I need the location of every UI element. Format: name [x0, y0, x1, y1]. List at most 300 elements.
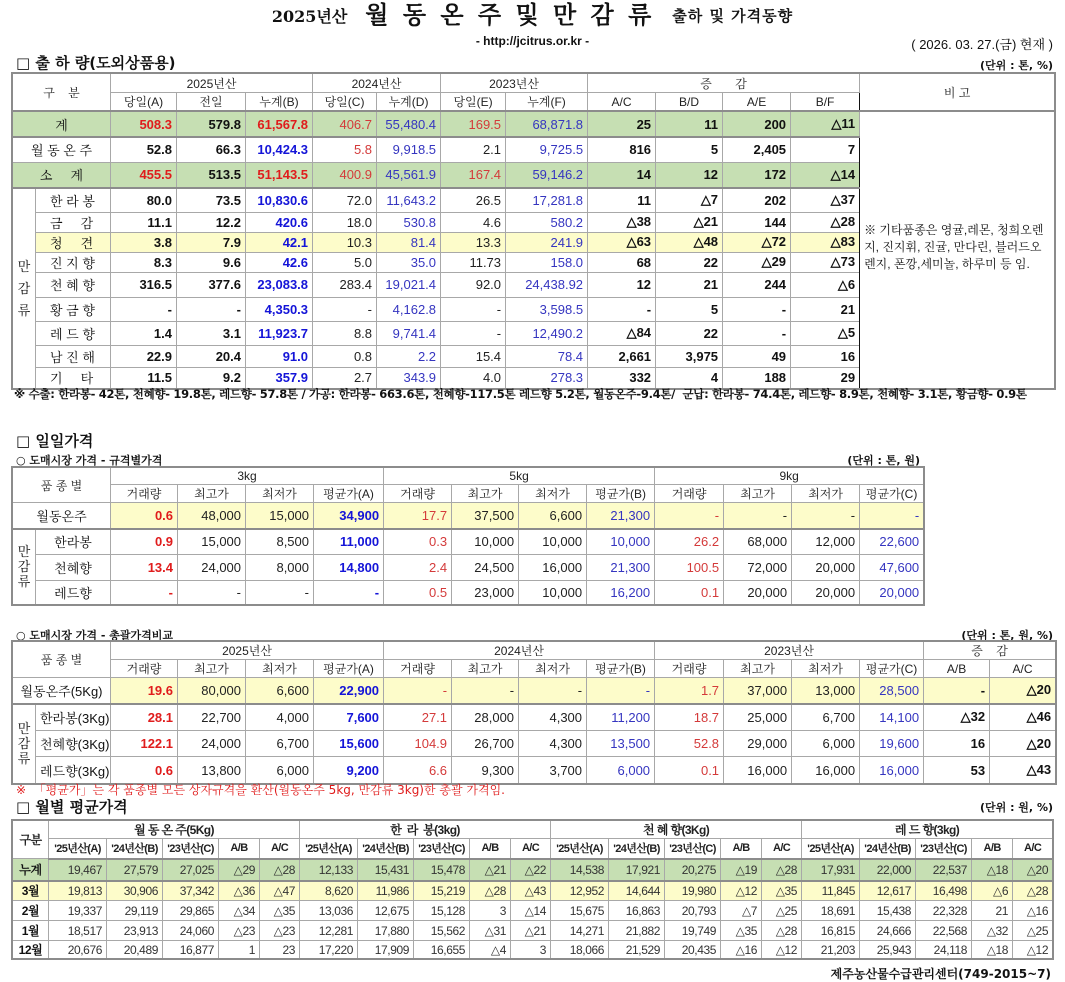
cell-'24년산(B): 14,644: [609, 881, 665, 901]
row-label: 천 혜 향: [36, 272, 111, 297]
cell-A/C: △28: [762, 859, 802, 881]
cell-A/B: 1: [219, 941, 260, 959]
column-header: 평균가(A): [314, 660, 384, 678]
row-label: 레드향: [36, 581, 111, 605]
cell-최고가: 72,000: [724, 555, 792, 581]
cell-최저가: 8,500: [246, 529, 314, 555]
cell-B/F: △14: [791, 162, 860, 188]
cell-전일: 579.8: [177, 111, 246, 137]
column-header: '25년산(A): [551, 839, 609, 859]
cell-'23년산(C): 19,980: [665, 881, 721, 901]
cell-'24년산(B): 25,943: [860, 941, 916, 959]
group-header: 천 혜 향(3Kg): [551, 821, 802, 839]
cell-전일: 9.2: [177, 367, 246, 388]
cell-'24년산(B): 20,489: [107, 941, 163, 959]
cell-A/B: △28: [470, 881, 511, 901]
cell-A/B: 21: [972, 901, 1013, 921]
cell-누계(B): 420.6: [246, 212, 313, 232]
row-label: 월 동 온 주: [13, 137, 111, 162]
cell-B/F: △6: [791, 272, 860, 297]
column-header: 전일: [177, 93, 246, 112]
cell-A/C: △16: [1013, 901, 1053, 921]
cell-거래량: 52.8: [655, 731, 724, 757]
cell-당일(A): 22.9: [111, 345, 177, 367]
cell-최저가: 4,300: [519, 704, 587, 731]
cell-B/D: 11: [656, 111, 723, 137]
cell-B/F: 16: [791, 345, 860, 367]
group-header: 월 동 온 주(5Kg): [49, 821, 300, 839]
column-header: 최고가: [452, 485, 519, 503]
column-header: 평균가(B): [587, 660, 655, 678]
header-variety: 품 종 별: [13, 468, 111, 503]
cell-누계(B): 51,143.5: [246, 162, 313, 188]
month-label: 1월: [13, 921, 49, 941]
cell-A/C: △46: [990, 704, 1056, 731]
cell-'25년산(A): 19,467: [49, 859, 107, 881]
header-category: 구 분: [13, 74, 111, 112]
cell-A/C: △25: [762, 901, 802, 921]
cell-당일(C): 406.7: [313, 111, 377, 137]
row-label: 월동온주(5Kg): [13, 678, 111, 704]
cell-A/C: △43: [511, 881, 551, 901]
cell-'24년산(B): 24,666: [860, 921, 916, 941]
cell-당일(C): 5.8: [313, 137, 377, 162]
cell-B/F: △83: [791, 232, 860, 252]
cell-최고가: -: [178, 581, 246, 605]
cell-A/C: 23: [260, 941, 300, 959]
cell-전일: 12.2: [177, 212, 246, 232]
cell-A/B: △18: [972, 859, 1013, 881]
cell-'25년산(A): 12,133: [300, 859, 358, 881]
cell-A/C: △14: [511, 901, 551, 921]
row-label: 남 진 해: [36, 345, 111, 367]
footer-org: 제주농산물수급관리센터(749-2015~7): [830, 967, 1051, 981]
table-row: [13, 581, 924, 605]
column-header: 최고가: [452, 660, 519, 678]
cell-'23년산(C): 15,562: [414, 921, 470, 941]
cell-누계(B): 10,424.3: [246, 137, 313, 162]
table-row: [13, 757, 1056, 784]
cell-B/F: 21: [791, 297, 860, 321]
cell-B/D: 21: [656, 272, 723, 297]
column-header: 거래량: [111, 660, 178, 678]
cell-누계(B): 91.0: [246, 345, 313, 367]
cell-'24년산(B): 15,438: [860, 901, 916, 921]
row-label: 한라봉: [36, 529, 111, 555]
cell-B/D: 22: [656, 252, 723, 272]
cell-평균가(A): 14,800: [314, 555, 384, 581]
header-category: 구분: [13, 821, 49, 859]
cell-누계(D): 55,480.4: [377, 111, 441, 137]
cell-누계(F): 278.3: [506, 367, 588, 388]
cell-당일(C): 0.8: [313, 345, 377, 367]
cell-거래량: 0.6: [111, 757, 178, 784]
cell-'24년산(B): 15,431: [358, 859, 414, 881]
cell-A/C: △84: [588, 321, 656, 345]
table-row: [13, 111, 1055, 137]
cell-누계(F): 580.2: [506, 212, 588, 232]
header-change: 증 감: [924, 642, 1056, 660]
column-header: 최저가: [792, 485, 860, 503]
cell-당일(A): 508.3: [111, 111, 177, 137]
cell-누계(D): 45,561.9: [377, 162, 441, 188]
column-header: '25년산(A): [300, 839, 358, 859]
header-2023: 2023년산: [655, 642, 924, 660]
cell-최고가: 29,000: [724, 731, 792, 757]
column-header: A/B: [721, 839, 762, 859]
cell-'24년산(B): 17,921: [609, 859, 665, 881]
cell-최고가: 9,300: [452, 757, 519, 784]
cell-당일(E): 92.0: [441, 272, 506, 297]
table-row: [13, 503, 924, 529]
cell-평균가(C): -: [860, 503, 924, 529]
column-header: B/F: [791, 93, 860, 112]
cell-'24년산(B): 12,617: [860, 881, 916, 901]
cell-'25년산(A): 8,620: [300, 881, 358, 901]
cell-평균가(B): 10,000: [587, 529, 655, 555]
column-header: A/C: [260, 839, 300, 859]
cell-평균가(A): 9,200: [314, 757, 384, 784]
report-subtitle: 출하 및 가격동향: [672, 6, 794, 25]
header-remark: 비 고: [860, 74, 1055, 112]
cell-B/D: △48: [656, 232, 723, 252]
cell-거래량: 18.7: [655, 704, 724, 731]
cell-누계(B): 61,567.8: [246, 111, 313, 137]
cell-당일(E): 26.5: [441, 188, 506, 212]
cell-누계(B): 357.9: [246, 367, 313, 388]
cell-거래량: 13.4: [111, 555, 178, 581]
cell-A/E: 2,405: [723, 137, 791, 162]
cell-누계(F): 158.0: [506, 252, 588, 272]
cell-거래량: 0.5: [384, 581, 452, 605]
cell-최저가: 12,000: [792, 529, 860, 555]
cell-'24년산(B): 17,909: [358, 941, 414, 959]
cell-평균가(B): 6,000: [587, 757, 655, 784]
cell-A/C: -: [588, 297, 656, 321]
cell-당일(C): 8.8: [313, 321, 377, 345]
row-label: 한 라 봉: [36, 188, 111, 212]
row-label: 레드향(3Kg): [36, 757, 111, 784]
cell-평균가(B): 16,200: [587, 581, 655, 605]
table-row: [13, 941, 1053, 959]
cell-최고가: -: [452, 678, 519, 704]
cell-'23년산(C): 24,118: [916, 941, 972, 959]
cell-누계(B): 11,923.7: [246, 321, 313, 345]
cell-A/C: △28: [260, 859, 300, 881]
header-change: 증 감: [588, 74, 860, 93]
column-header: A/C: [588, 93, 656, 112]
cell-A/C: 68: [588, 252, 656, 272]
shipment-footnote: ※ 수출: 한라봉- 42톤, 천혜향- 19.8톤, 레드향- 57.8톤 / 가공: 한라봉- 663.6톤, 천혜향-117.5톤 레드향 5.2톤, 월동온주-9.4톤/ 군납: 한라봉- 74.4톤, 레드향- 8.9톤, 천혜향- 3.1톤, 황금향- 0.9톤: [14, 387, 1027, 401]
cell-'23년산(C): 15,219: [414, 881, 470, 901]
cell-누계(D): 9,741.4: [377, 321, 441, 345]
cell-A/B: △4: [470, 941, 511, 959]
cell-평균가(A): 22,900: [314, 678, 384, 704]
cell-A/B: △16: [721, 941, 762, 959]
cell-당일(E): 11.73: [441, 252, 506, 272]
column-header: 거래량: [655, 660, 724, 678]
cell-'25년산(A): 16,815: [802, 921, 860, 941]
row-label: 진 지 향: [36, 252, 111, 272]
row-label: 천혜향: [36, 555, 111, 581]
cell-최고가: 10,000: [452, 529, 519, 555]
cell-당일(C): 5.0: [313, 252, 377, 272]
monthly-heading: □ 월별 평균가격: [16, 798, 128, 816]
cell-'23년산(C): 19,749: [665, 921, 721, 941]
column-header: A/B: [219, 839, 260, 859]
table-row: [13, 881, 1053, 901]
cell-'23년산(C): 24,060: [163, 921, 219, 941]
daily-heading: □ 일일가격: [16, 432, 94, 450]
column-header: A/B: [924, 660, 990, 678]
cell-최저가: -: [792, 503, 860, 529]
cell-최고가: 37,000: [724, 678, 792, 704]
cell-당일(A): 11.5: [111, 367, 177, 388]
cell-'23년산(C): 22,537: [916, 859, 972, 881]
cell-평균가(B): 21,300: [587, 555, 655, 581]
cell-당일(A): 8.3: [111, 252, 177, 272]
row-label: 금 감: [36, 212, 111, 232]
report-year: 2025년산: [271, 6, 348, 26]
spec-unit: (단위 : 톤, 원): [847, 454, 920, 467]
cell-'23년산(C): 37,342: [163, 881, 219, 901]
cell-최고가: 13,800: [178, 757, 246, 784]
cell-'23년산(C): 27,025: [163, 859, 219, 881]
cell-'25년산(A): 12,952: [551, 881, 609, 901]
cell-누계(D): 11,643.2: [377, 188, 441, 212]
column-header: 거래량: [111, 485, 178, 503]
table-row: [13, 678, 1056, 704]
cell-평균가(B): -: [587, 678, 655, 704]
cell-평균가(C): 47,600: [860, 555, 924, 581]
cell-A/B: -: [924, 678, 990, 704]
cell-최고가: 28,000: [452, 704, 519, 731]
cell-최저가: 10,000: [519, 529, 587, 555]
cell-전일: 513.5: [177, 162, 246, 188]
cell-거래량: 122.1: [111, 731, 178, 757]
cell-당일(E): 13.3: [441, 232, 506, 252]
cell-평균가(B): 21,300: [587, 503, 655, 529]
column-header: A/C: [990, 660, 1056, 678]
cell-당일(A): 455.5: [111, 162, 177, 188]
column-header: 최저가: [519, 660, 587, 678]
table-row: [13, 731, 1056, 757]
column-header: 평균가(C): [860, 485, 924, 503]
cell-누계(D): 2.2: [377, 345, 441, 367]
monthly-unit: (단위 : 원, %): [979, 801, 1053, 814]
cell-누계(D): 19,021.4: [377, 272, 441, 297]
cell-당일(A): 316.5: [111, 272, 177, 297]
column-header: 최저가: [246, 485, 314, 503]
cell-누계(F): 24,438.92: [506, 272, 588, 297]
cell-당일(A): 52.8: [111, 137, 177, 162]
cell-거래량: 0.1: [655, 757, 724, 784]
cell-A/B: 53: [924, 757, 990, 784]
cell-B/F: 7: [791, 137, 860, 162]
cell-'24년산(B): 17,880: [358, 921, 414, 941]
row-label: 기 타: [36, 367, 111, 388]
column-header: '24년산(B): [358, 839, 414, 859]
cell-당일(E): -: [441, 321, 506, 345]
cell-A/B: △36: [219, 881, 260, 901]
cell-A/E: 188: [723, 367, 791, 388]
cell-A/C: △12: [1013, 941, 1053, 959]
cell-A/C: △63: [588, 232, 656, 252]
column-header: B/D: [656, 93, 723, 112]
cell-거래량: 6.6: [384, 757, 452, 784]
column-header: '23년산(C): [916, 839, 972, 859]
cell-당일(C): 400.9: [313, 162, 377, 188]
cell-A/C: △20: [1013, 859, 1053, 881]
cell-A/C: △38: [588, 212, 656, 232]
cell-최고가: 22,700: [178, 704, 246, 731]
column-header: 평균가(B): [587, 485, 655, 503]
title-row: [0, 0, 1065, 30]
cell-A/C: △47: [260, 881, 300, 901]
column-header: '23년산(C): [665, 839, 721, 859]
cell-A/C: 2,661: [588, 345, 656, 367]
cell-거래량: 100.5: [655, 555, 724, 581]
cell-'25년산(A): 21,203: [802, 941, 860, 959]
cell-전일: 20.4: [177, 345, 246, 367]
cell-당일(A): -: [111, 297, 177, 321]
column-header: '24년산(B): [107, 839, 163, 859]
cell-최고가: 20,000: [724, 581, 792, 605]
cell-A/E: 200: [723, 111, 791, 137]
cell-누계(B): 23,083.8: [246, 272, 313, 297]
cell-평균가(A): 34,900: [314, 503, 384, 529]
cell-최저가: 4,300: [519, 731, 587, 757]
column-header: 누계(D): [377, 93, 441, 112]
month-label: 누계: [13, 859, 49, 881]
cell-거래량: 0.9: [111, 529, 178, 555]
column-header: 평균가(A): [314, 485, 384, 503]
cell-'25년산(A): 11,845: [802, 881, 860, 901]
header-variety: 품 종 별: [13, 642, 111, 678]
cell-'25년산(A): 19,813: [49, 881, 107, 901]
cell-거래량: 0.6: [111, 503, 178, 529]
column-header: 평균가(C): [860, 660, 924, 678]
table-row: [13, 859, 1053, 881]
cell-A/C: 14: [588, 162, 656, 188]
cell-A/E: 244: [723, 272, 791, 297]
cell-'24년산(B): 21,529: [609, 941, 665, 959]
cell-'23년산(C): 15,478: [414, 859, 470, 881]
cell-최저가: 16,000: [792, 757, 860, 784]
cell-'25년산(A): 18,517: [49, 921, 107, 941]
cell-거래량: 17.7: [384, 503, 452, 529]
cell-A/C: △35: [762, 881, 802, 901]
cell-당일(E): 167.4: [441, 162, 506, 188]
site-url[interactable]: - http://jcitrus.or.kr -: [475, 34, 590, 48]
cell-B/F: △73: [791, 252, 860, 272]
cell-'25년산(A): 19,337: [49, 901, 107, 921]
cell-거래량: 27.1: [384, 704, 452, 731]
cell-당일(C): 18.0: [313, 212, 377, 232]
cell-'24년산(B): 23,913: [107, 921, 163, 941]
cell-평균가(C): 14,100: [860, 704, 924, 731]
cell-누계(B): 42.6: [246, 252, 313, 272]
cell-A/B: △7: [721, 901, 762, 921]
cell-A/B: △35: [721, 921, 762, 941]
cell-최저가: 20,000: [792, 581, 860, 605]
cell-전일: -: [177, 297, 246, 321]
cell-A/E: 144: [723, 212, 791, 232]
cell-'25년산(A): 20,676: [49, 941, 107, 959]
table-row: [13, 921, 1053, 941]
column-header: 거래량: [384, 660, 452, 678]
column-header: 최고가: [724, 660, 792, 678]
total-price-table: [12, 641, 1056, 784]
cell-최고가: 80,000: [178, 678, 246, 704]
row-label: 천혜향(3Kg): [36, 731, 111, 757]
column-header: 최고가: [178, 660, 246, 678]
column-header: '25년산(A): [49, 839, 107, 859]
cell-최저가: 15,000: [246, 503, 314, 529]
cell-A/B: △21: [470, 859, 511, 881]
cell-거래량: 28.1: [111, 704, 178, 731]
cell-거래량: -: [655, 503, 724, 529]
cell-'25년산(A): 18,066: [551, 941, 609, 959]
report-date: ( 2026. 03. 27.(금) 현재 ): [911, 37, 1053, 52]
group-header: 레 드 향(3kg): [802, 821, 1053, 839]
cell-누계(B): 42.1: [246, 232, 313, 252]
cell-'25년산(A): 14,271: [551, 921, 609, 941]
total-unit: (단위 : 톤, 원, %): [961, 629, 1053, 642]
cell-최고가: 25,000: [724, 704, 792, 731]
cell-거래량: -: [111, 581, 178, 605]
shipment-unit: (단위 : 톤, %): [979, 59, 1053, 72]
column-header: A/B: [470, 839, 511, 859]
cell-최고가: 16,000: [724, 757, 792, 784]
row-label: 레 드 향: [36, 321, 111, 345]
cell-A/C: △28: [762, 921, 802, 941]
cell-'24년산(B): 22,000: [860, 859, 916, 881]
cell-'24년산(B): 12,675: [358, 901, 414, 921]
cell-A/C: △22: [511, 859, 551, 881]
cell-B/D: 3,975: [656, 345, 723, 367]
cell-평균가(A): 11,000: [314, 529, 384, 555]
table-row: [13, 529, 924, 555]
cell-A/E: -: [723, 297, 791, 321]
column-header: A/C: [1013, 839, 1053, 859]
cell-거래량: 104.9: [384, 731, 452, 757]
cell-'23년산(C): 15,128: [414, 901, 470, 921]
cell-A/C: △12: [762, 941, 802, 959]
cell-A/C: △28: [1013, 881, 1053, 901]
cell-A/E: 49: [723, 345, 791, 367]
cell-당일(A): 80.0: [111, 188, 177, 212]
cell-평균가(A): 7,600: [314, 704, 384, 731]
column-header: '24년산(B): [860, 839, 916, 859]
row-label: 계: [13, 111, 111, 137]
column-header: 당일(A): [111, 93, 177, 112]
cell-B/F: △28: [791, 212, 860, 232]
cell-A/C: △43: [990, 757, 1056, 784]
cell-누계(F): 59,146.2: [506, 162, 588, 188]
cell-평균가(A): -: [314, 581, 384, 605]
cell-A/E: 202: [723, 188, 791, 212]
cell-B/D: 5: [656, 297, 723, 321]
cell-전일: 3.1: [177, 321, 246, 345]
cell-'24년산(B): 30,906: [107, 881, 163, 901]
cell-당일(C): 283.4: [313, 272, 377, 297]
cell-최저가: -: [246, 581, 314, 605]
cell-평균가(C): 19,600: [860, 731, 924, 757]
cell-'25년산(A): 15,675: [551, 901, 609, 921]
column-header: A/E: [723, 93, 791, 112]
cell-'25년산(A): 18,691: [802, 901, 860, 921]
